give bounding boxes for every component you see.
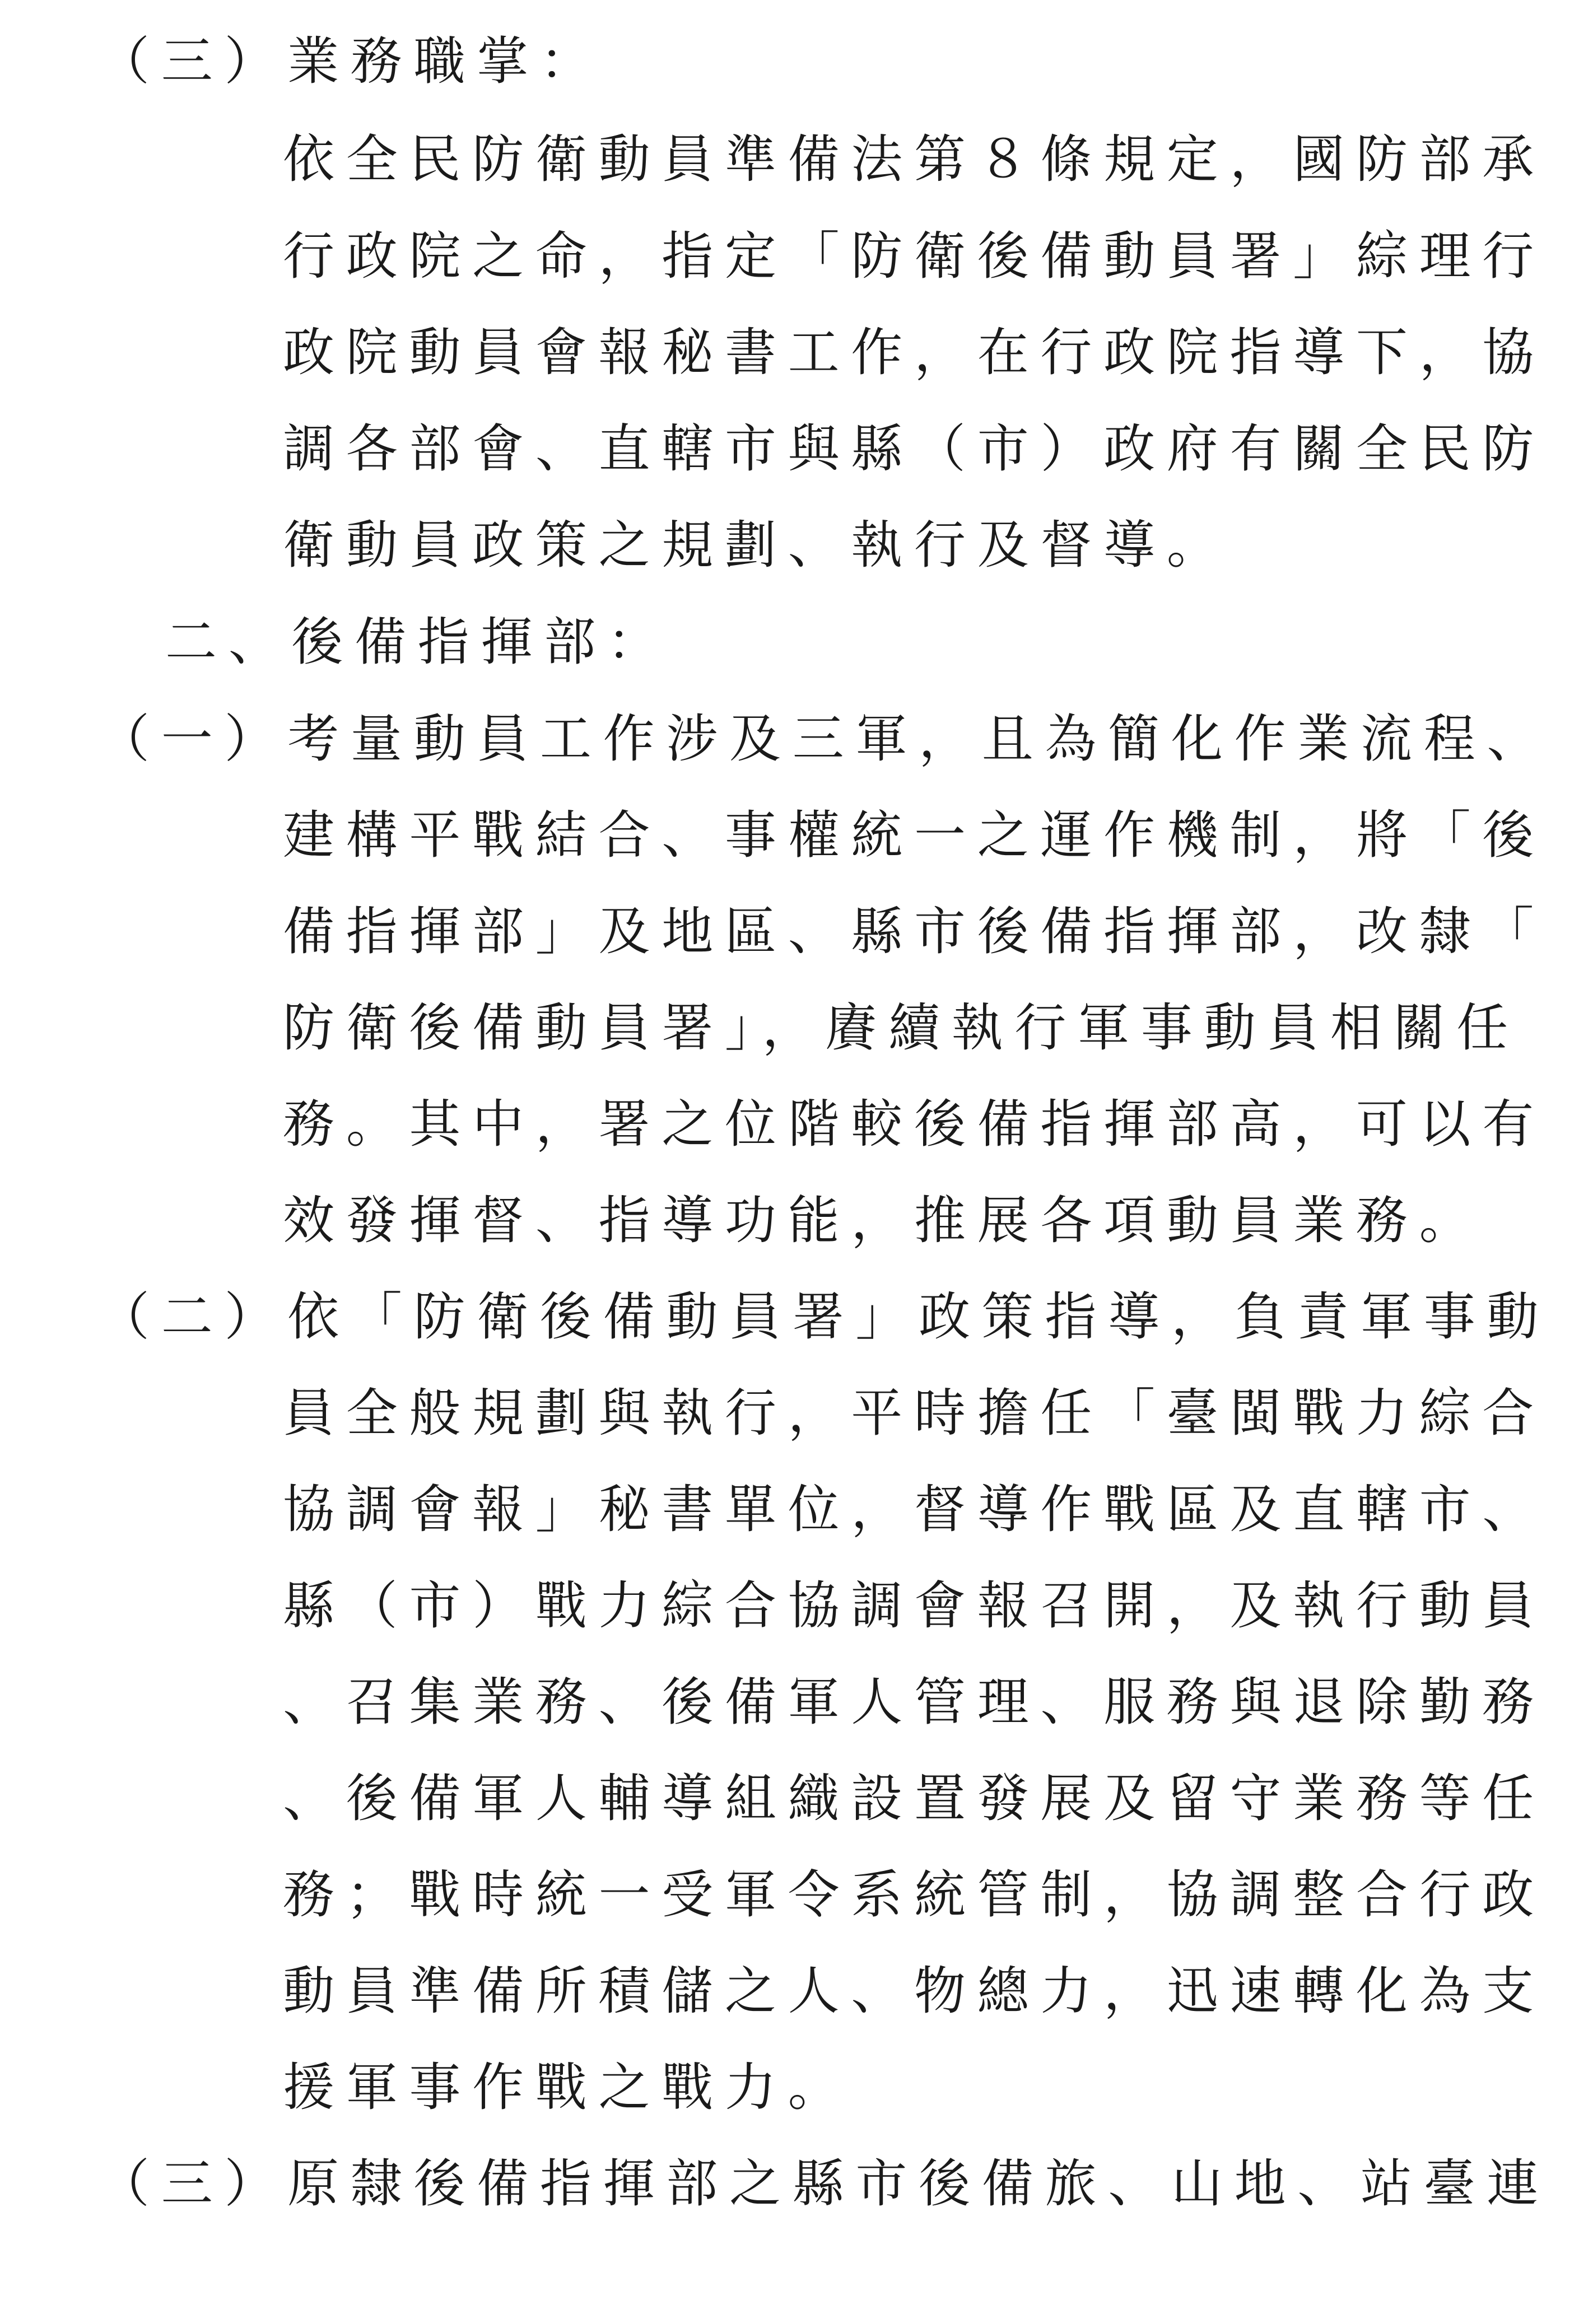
paragraph-line: 員全般規劃與執行，平時擔任「臺閩戰力綜合 xyxy=(283,1383,1546,1443)
heading-business-duties: （三）業務職掌： xyxy=(98,31,603,91)
paragraph-line: 依全民防衛動員準備法第８條規定，國防部承 xyxy=(283,129,1546,189)
paragraph-line: 務。其中，署之位階較後備指揮部高，可以有 xyxy=(283,1094,1546,1154)
paragraph-line: 衛動員政策之規劃、執行及督導。 xyxy=(283,515,1230,575)
paragraph-line: 效發揮督、指導功能，推展各項動員業務。 xyxy=(283,1191,1483,1250)
paragraph-line: 防衛後備動員署」，賡續執行軍事動員相關任 xyxy=(283,998,1520,1058)
paragraph-line: 動員準備所積儲之人、物總力，迅速轉化為支 xyxy=(283,1961,1546,2021)
paragraph-line: 、召集業務、後備軍人管理、服務與退除勤務 xyxy=(283,1672,1546,1732)
subsection-heading-3: （三）原隸後備指揮部之縣市後備旅、山地、站臺連 xyxy=(98,2154,1550,2214)
paragraph-line: 縣（市）戰力綜合協調會報召開，及執行動員 xyxy=(283,1576,1546,1636)
paragraph-line: 備指揮部」及地區、縣市後備指揮部，改隸「 xyxy=(283,902,1546,962)
paragraph-line: 援軍事作戰之戰力。 xyxy=(283,2057,851,2117)
paragraph-line: 務；戰時統一受軍令系統管制，協調整合行政 xyxy=(283,1865,1546,1925)
paragraph-line: 政院動員會報秘書工作，在行政院指導下，協 xyxy=(283,323,1546,382)
paragraph-line: 、後備軍人輔導組織設置發展及留守業務等任 xyxy=(283,1768,1546,1828)
subsection-heading-1: （一）考量動員工作涉及三軍，且為簡化作業流程、 xyxy=(98,709,1550,769)
section-heading-reserve-command: 二、後備指揮部： xyxy=(165,612,670,672)
paragraph-line: 協調會報」秘書單位，督導作戰區及直轄市、 xyxy=(283,1480,1546,1539)
subsection-heading-2: （二）依「防衛後備動員署」政策指導，負責軍事動 xyxy=(98,1287,1550,1347)
paragraph-line: 調各部會、直轄市與縣（市）政府有關全民防 xyxy=(283,419,1546,479)
paragraph-line: 行政院之命，指定「防衛後備動員署」綜理行 xyxy=(283,226,1546,286)
paragraph-line: 建構平戰結合、事權統一之運作機制，將「後 xyxy=(283,805,1546,865)
